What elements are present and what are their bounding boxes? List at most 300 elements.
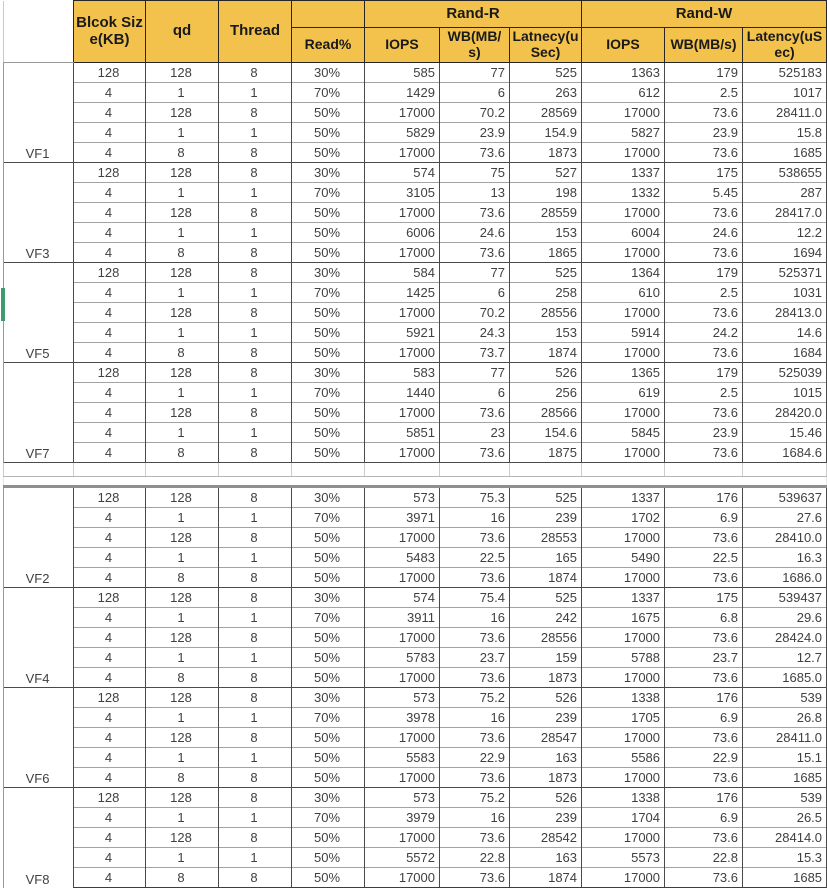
data-cell[interactable]: 22.9	[440, 748, 510, 768]
data-cell[interactable]: 1685	[743, 768, 827, 788]
data-cell[interactable]: 17000	[365, 203, 440, 223]
data-cell[interactable]: 619	[582, 383, 665, 403]
data-cell[interactable]: 4	[74, 323, 146, 343]
data-cell[interactable]: 574	[365, 163, 440, 183]
data-cell[interactable]: 525	[510, 588, 582, 608]
data-cell[interactable]: 17000	[365, 768, 440, 788]
data-cell[interactable]: 50%	[292, 123, 365, 143]
data-cell[interactable]: 26.5	[743, 808, 827, 828]
data-cell[interactable]: 17000	[365, 103, 440, 123]
data-cell[interactable]: 28542	[510, 828, 582, 848]
data-cell[interactable]: 50%	[292, 868, 365, 888]
data-cell[interactable]: 70%	[292, 383, 365, 403]
data-cell[interactable]: 4	[74, 223, 146, 243]
data-cell[interactable]: 17000	[365, 243, 440, 263]
data-cell[interactable]: 128	[146, 363, 219, 383]
data-cell[interactable]: 128	[146, 728, 219, 748]
data-cell[interactable]: 70%	[292, 708, 365, 728]
data-cell[interactable]: 1865	[510, 243, 582, 263]
data-cell[interactable]: 13	[440, 183, 510, 203]
data-cell[interactable]: 22.5	[665, 548, 743, 568]
data-cell[interactable]: 28413.0	[743, 303, 827, 323]
data-cell[interactable]: 154.9	[510, 123, 582, 143]
data-cell[interactable]: 1031	[743, 283, 827, 303]
data-cell[interactable]: 1015	[743, 383, 827, 403]
header-thread[interactable]: Thread	[219, 1, 292, 63]
vf-label-cell-vf1[interactable]: VF1	[4, 63, 74, 163]
data-cell[interactable]: 24.6	[440, 223, 510, 243]
data-cell[interactable]: 4	[74, 768, 146, 788]
data-cell[interactable]: 28411.0	[743, 103, 827, 123]
data-cell[interactable]: 5583	[365, 748, 440, 768]
data-cell[interactable]: 128	[146, 487, 219, 508]
data-cell[interactable]: 538655	[743, 163, 827, 183]
data-cell[interactable]: 17000	[582, 668, 665, 688]
data-cell[interactable]: 50%	[292, 568, 365, 588]
data-cell[interactable]: 22.8	[665, 848, 743, 868]
data-cell[interactable]: 239	[510, 808, 582, 828]
data-cell[interactable]: 1	[219, 508, 292, 528]
data-cell[interactable]: 6	[440, 383, 510, 403]
data-cell[interactable]: 1	[146, 183, 219, 203]
data-cell[interactable]: 17000	[365, 868, 440, 888]
data-cell[interactable]: 8	[219, 103, 292, 123]
data-cell[interactable]: 29.6	[743, 608, 827, 628]
data-cell[interactable]: 6.9	[665, 708, 743, 728]
data-cell[interactable]: 3105	[365, 183, 440, 203]
data-cell[interactable]: 128	[146, 203, 219, 223]
data-cell[interactable]: 1	[219, 283, 292, 303]
data-cell[interactable]: 73.7	[440, 343, 510, 363]
data-cell[interactable]: 23	[440, 423, 510, 443]
data-cell[interactable]: 8	[146, 768, 219, 788]
header-read-pct[interactable]: Read%	[292, 28, 365, 63]
data-cell[interactable]: 176	[665, 788, 743, 808]
data-cell[interactable]: 4	[74, 508, 146, 528]
data-cell[interactable]: 1	[219, 423, 292, 443]
data-cell[interactable]: 16	[440, 608, 510, 628]
data-cell[interactable]: 1	[219, 223, 292, 243]
data-cell[interactable]: 73.6	[440, 868, 510, 888]
data-cell[interactable]: 526	[510, 688, 582, 708]
data-cell[interactable]: 50%	[292, 243, 365, 263]
data-cell[interactable]: 3978	[365, 708, 440, 728]
data-cell[interactable]: 73.6	[440, 528, 510, 548]
data-cell[interactable]: 8	[219, 688, 292, 708]
data-cell[interactable]: 1365	[582, 363, 665, 383]
data-cell[interactable]: 179	[665, 363, 743, 383]
data-cell[interactable]: 70%	[292, 808, 365, 828]
data-cell[interactable]: 239	[510, 508, 582, 528]
data-cell[interactable]: 154.6	[510, 423, 582, 443]
header-block-size[interactable]: Blcok Size(KB)	[74, 1, 146, 63]
data-cell[interactable]: 128	[146, 688, 219, 708]
data-cell[interactable]: 287	[743, 183, 827, 203]
vf-label-cell-vf7[interactable]: VF7	[4, 363, 74, 463]
data-cell[interactable]: 1	[146, 323, 219, 343]
data-cell[interactable]: 50%	[292, 103, 365, 123]
data-cell[interactable]: 6006	[365, 223, 440, 243]
data-cell[interactable]: 2.5	[665, 83, 743, 103]
data-cell[interactable]: 8	[219, 728, 292, 748]
data-cell[interactable]: 2.5	[665, 383, 743, 403]
data-cell[interactable]: 17000	[582, 203, 665, 223]
data-cell[interactable]: 28420.0	[743, 403, 827, 423]
data-cell[interactable]: 8	[219, 443, 292, 463]
data-cell[interactable]: 73.6	[665, 103, 743, 123]
data-cell[interactable]: 50%	[292, 143, 365, 163]
data-cell[interactable]: 50%	[292, 403, 365, 423]
data-cell[interactable]: 4	[74, 648, 146, 668]
data-cell[interactable]: 128	[74, 588, 146, 608]
data-cell[interactable]: 24.3	[440, 323, 510, 343]
data-cell[interactable]: 17000	[365, 668, 440, 688]
data-cell[interactable]: 17000	[365, 568, 440, 588]
data-cell[interactable]: 1	[219, 748, 292, 768]
data-cell[interactable]: 73.6	[665, 443, 743, 463]
data-cell[interactable]: 612	[582, 83, 665, 103]
data-cell[interactable]: 527	[510, 163, 582, 183]
data-cell[interactable]: 4	[74, 748, 146, 768]
data-cell[interactable]: 8	[219, 768, 292, 788]
data-cell[interactable]: 50%	[292, 828, 365, 848]
data-cell[interactable]: 179	[665, 263, 743, 283]
data-cell[interactable]: 263	[510, 83, 582, 103]
header-read-spacer[interactable]	[292, 1, 365, 28]
data-cell[interactable]: 8	[219, 668, 292, 688]
data-cell[interactable]: 1873	[510, 668, 582, 688]
data-cell[interactable]: 6.9	[665, 808, 743, 828]
data-cell[interactable]: 50%	[292, 548, 365, 568]
data-cell[interactable]: 128	[146, 828, 219, 848]
data-cell[interactable]: 1425	[365, 283, 440, 303]
data-cell[interactable]: 4	[74, 303, 146, 323]
data-cell[interactable]: 1684	[743, 343, 827, 363]
data-cell[interactable]: 17000	[365, 728, 440, 748]
data-cell[interactable]: 1702	[582, 508, 665, 528]
data-cell[interactable]: 4	[74, 443, 146, 463]
data-cell[interactable]: 4	[74, 123, 146, 143]
data-cell[interactable]: 539	[743, 688, 827, 708]
empty-cell[interactable]	[219, 463, 292, 477]
data-cell[interactable]: 1	[146, 508, 219, 528]
data-cell[interactable]: 50%	[292, 728, 365, 748]
data-cell[interactable]: 8	[219, 588, 292, 608]
data-cell[interactable]: 17000	[365, 443, 440, 463]
data-cell[interactable]: 128	[146, 103, 219, 123]
data-cell[interactable]: 4	[74, 708, 146, 728]
data-cell[interactable]: 1705	[582, 708, 665, 728]
data-cell[interactable]: 5845	[582, 423, 665, 443]
data-cell[interactable]: 8	[219, 363, 292, 383]
data-cell[interactable]: 1	[219, 123, 292, 143]
data-cell[interactable]: 526	[510, 363, 582, 383]
data-cell[interactable]: 525371	[743, 263, 827, 283]
data-cell[interactable]: 50%	[292, 768, 365, 788]
data-cell[interactable]: 4	[74, 143, 146, 163]
data-cell[interactable]: 4	[74, 383, 146, 403]
data-cell[interactable]: 4	[74, 423, 146, 443]
data-cell[interactable]: 73.6	[665, 628, 743, 648]
data-cell[interactable]: 128	[146, 528, 219, 548]
data-cell[interactable]: 128	[74, 163, 146, 183]
data-cell[interactable]: 6.9	[665, 508, 743, 528]
data-cell[interactable]: 8	[219, 788, 292, 808]
data-cell[interactable]: 50%	[292, 423, 365, 443]
data-cell[interactable]: 128	[146, 628, 219, 648]
header-randr-iops[interactable]: IOPS	[365, 28, 440, 63]
data-cell[interactable]: 1874	[510, 568, 582, 588]
header-randr-latency[interactable]: Latnecy(uSec)	[510, 28, 582, 63]
data-cell[interactable]: 17000	[582, 343, 665, 363]
data-cell[interactable]: 128	[146, 303, 219, 323]
data-cell[interactable]: 1	[146, 808, 219, 828]
data-cell[interactable]: 22.9	[665, 748, 743, 768]
data-cell[interactable]: 4	[74, 183, 146, 203]
data-cell[interactable]: 1873	[510, 768, 582, 788]
data-cell[interactable]: 17000	[582, 143, 665, 163]
data-cell[interactable]: 23.9	[665, 123, 743, 143]
data-cell[interactable]: 77	[440, 263, 510, 283]
data-cell[interactable]: 17000	[582, 728, 665, 748]
data-cell[interactable]: 73.6	[440, 143, 510, 163]
data-cell[interactable]: 539437	[743, 588, 827, 608]
header-randr-wb[interactable]: WB(MB/s)	[440, 28, 510, 63]
data-cell[interactable]: 4	[74, 868, 146, 888]
data-cell[interactable]: 17000	[582, 103, 665, 123]
data-cell[interactable]: 1	[219, 323, 292, 343]
data-cell[interactable]: 1685	[743, 143, 827, 163]
data-cell[interactable]: 17000	[582, 568, 665, 588]
data-cell[interactable]: 17000	[365, 528, 440, 548]
data-cell[interactable]: 4	[74, 728, 146, 748]
data-cell[interactable]: 5586	[582, 748, 665, 768]
data-cell[interactable]: 1675	[582, 608, 665, 628]
data-cell[interactable]: 73.6	[440, 668, 510, 688]
data-cell[interactable]: 5490	[582, 548, 665, 568]
data-cell[interactable]: 1875	[510, 443, 582, 463]
data-cell[interactable]: 1	[146, 283, 219, 303]
data-cell[interactable]: 6	[440, 83, 510, 103]
data-cell[interactable]: 28559	[510, 203, 582, 223]
data-cell[interactable]: 175	[665, 588, 743, 608]
data-cell[interactable]: 4	[74, 283, 146, 303]
data-cell[interactable]: 12.2	[743, 223, 827, 243]
data-cell[interactable]: 5827	[582, 123, 665, 143]
data-cell[interactable]: 1873	[510, 143, 582, 163]
data-cell[interactable]: 28553	[510, 528, 582, 548]
data-cell[interactable]: 30%	[292, 788, 365, 808]
header-group-rand-w[interactable]: Rand-W	[582, 1, 827, 28]
data-cell[interactable]: 70.2	[440, 303, 510, 323]
data-cell[interactable]: 22.5	[440, 548, 510, 568]
data-cell[interactable]: 1	[219, 648, 292, 668]
data-cell[interactable]: 256	[510, 383, 582, 403]
data-cell[interactable]: 70.2	[440, 103, 510, 123]
data-cell[interactable]: 1685.0	[743, 668, 827, 688]
data-cell[interactable]: 3971	[365, 508, 440, 528]
data-cell[interactable]: 128	[74, 263, 146, 283]
data-cell[interactable]: 1338	[582, 688, 665, 708]
data-cell[interactable]: 1338	[582, 788, 665, 808]
data-cell[interactable]: 73.6	[665, 728, 743, 748]
data-cell[interactable]: 30%	[292, 487, 365, 508]
data-cell[interactable]: 8	[219, 628, 292, 648]
data-cell[interactable]: 176	[665, 487, 743, 508]
data-cell[interactable]: 15.3	[743, 848, 827, 868]
data-cell[interactable]: 4	[74, 608, 146, 628]
data-cell[interactable]: 128	[74, 63, 146, 83]
data-cell[interactable]: 1337	[582, 588, 665, 608]
data-cell[interactable]: 128	[74, 363, 146, 383]
vf-label-cell-vf5[interactable]: VF5	[4, 263, 74, 363]
vf-label-cell-vf2[interactable]: VF2	[4, 487, 74, 588]
data-cell[interactable]: 6.8	[665, 608, 743, 628]
data-cell[interactable]: 73.6	[665, 768, 743, 788]
data-cell[interactable]: 73.6	[440, 203, 510, 223]
data-cell[interactable]: 30%	[292, 263, 365, 283]
data-cell[interactable]: 8	[219, 63, 292, 83]
data-cell[interactable]: 4	[74, 808, 146, 828]
empty-cell[interactable]	[292, 463, 365, 477]
data-cell[interactable]: 1	[146, 223, 219, 243]
data-cell[interactable]: 24.6	[665, 223, 743, 243]
header-randw-iops[interactable]: IOPS	[582, 28, 665, 63]
data-cell[interactable]: 585	[365, 63, 440, 83]
data-cell[interactable]: 8	[146, 868, 219, 888]
data-cell[interactable]: 573	[365, 688, 440, 708]
data-cell[interactable]: 165	[510, 548, 582, 568]
corner-cell[interactable]	[4, 1, 74, 63]
data-cell[interactable]: 8	[146, 143, 219, 163]
data-cell[interactable]: 73.6	[440, 728, 510, 748]
data-cell[interactable]: 24.2	[665, 323, 743, 343]
empty-cell[interactable]	[74, 463, 146, 477]
data-cell[interactable]: 28556	[510, 303, 582, 323]
data-cell[interactable]: 5483	[365, 548, 440, 568]
data-cell[interactable]: 583	[365, 363, 440, 383]
data-cell[interactable]: 17000	[582, 528, 665, 548]
data-cell[interactable]: 15.46	[743, 423, 827, 443]
data-cell[interactable]: 73.6	[665, 828, 743, 848]
data-cell[interactable]: 573	[365, 788, 440, 808]
data-cell[interactable]: 539637	[743, 487, 827, 508]
data-cell[interactable]: 17000	[582, 403, 665, 423]
data-cell[interactable]: 17000	[582, 243, 665, 263]
data-cell[interactable]: 17000	[365, 143, 440, 163]
data-cell[interactable]: 16	[440, 508, 510, 528]
data-cell[interactable]: 128	[74, 688, 146, 708]
data-cell[interactable]: 50%	[292, 528, 365, 548]
data-cell[interactable]: 4	[74, 343, 146, 363]
data-cell[interactable]: 8	[219, 203, 292, 223]
data-cell[interactable]: 128	[146, 588, 219, 608]
data-cell[interactable]: 27.6	[743, 508, 827, 528]
data-cell[interactable]: 1	[146, 708, 219, 728]
data-cell[interactable]: 77	[440, 363, 510, 383]
data-cell[interactable]: 4	[74, 668, 146, 688]
data-cell[interactable]: 17000	[582, 628, 665, 648]
data-cell[interactable]: 128	[74, 487, 146, 508]
data-cell[interactable]: 6004	[582, 223, 665, 243]
data-cell[interactable]: 153	[510, 323, 582, 343]
data-cell[interactable]: 17000	[365, 403, 440, 423]
data-cell[interactable]: 15.1	[743, 748, 827, 768]
data-cell[interactable]: 4	[74, 243, 146, 263]
data-cell[interactable]: 17000	[582, 828, 665, 848]
header-qd[interactable]: qd	[146, 1, 219, 63]
data-cell[interactable]: 8	[219, 487, 292, 508]
data-cell[interactable]: 73.6	[665, 528, 743, 548]
data-cell[interactable]: 8	[219, 568, 292, 588]
data-cell[interactable]: 8	[146, 243, 219, 263]
data-cell[interactable]: 8	[219, 243, 292, 263]
data-cell[interactable]: 128	[146, 788, 219, 808]
data-cell[interactable]: 26.8	[743, 708, 827, 728]
data-cell[interactable]: 1	[146, 423, 219, 443]
data-cell[interactable]: 4	[74, 568, 146, 588]
data-cell[interactable]: 17000	[365, 343, 440, 363]
data-cell[interactable]: 4	[74, 83, 146, 103]
data-cell[interactable]: 30%	[292, 163, 365, 183]
data-cell[interactable]: 50%	[292, 203, 365, 223]
data-cell[interactable]: 28414.0	[743, 828, 827, 848]
data-cell[interactable]: 1	[146, 848, 219, 868]
vf-label-cell-vf8[interactable]: VF8	[4, 788, 74, 888]
header-group-rand-r[interactable]: Rand-R	[365, 1, 582, 28]
data-cell[interactable]: 75	[440, 163, 510, 183]
data-cell[interactable]: 17000	[582, 303, 665, 323]
data-cell[interactable]: 1694	[743, 243, 827, 263]
data-cell[interactable]: 176	[665, 688, 743, 708]
empty-cell[interactable]	[743, 463, 827, 477]
data-cell[interactable]: 128	[146, 63, 219, 83]
data-cell[interactable]: 73.6	[440, 243, 510, 263]
data-cell[interactable]: 1429	[365, 83, 440, 103]
data-cell[interactable]: 30%	[292, 363, 365, 383]
data-cell[interactable]: 179	[665, 63, 743, 83]
data-cell[interactable]: 50%	[292, 343, 365, 363]
data-cell[interactable]: 73.6	[440, 403, 510, 423]
data-cell[interactable]: 15.8	[743, 123, 827, 143]
empty-cell[interactable]	[4, 463, 74, 477]
data-cell[interactable]: 4	[74, 528, 146, 548]
data-cell[interactable]: 23.7	[665, 648, 743, 668]
data-cell[interactable]: 258	[510, 283, 582, 303]
data-cell[interactable]: 28410.0	[743, 528, 827, 548]
data-cell[interactable]: 73.6	[665, 568, 743, 588]
data-cell[interactable]: 8	[219, 868, 292, 888]
data-cell[interactable]: 30%	[292, 63, 365, 83]
data-cell[interactable]: 8	[219, 303, 292, 323]
data-cell[interactable]: 1017	[743, 83, 827, 103]
data-cell[interactable]: 50%	[292, 848, 365, 868]
data-cell[interactable]: 73.6	[665, 203, 743, 223]
data-cell[interactable]: 30%	[292, 588, 365, 608]
data-cell[interactable]: 16.3	[743, 548, 827, 568]
data-cell[interactable]: 5573	[582, 848, 665, 868]
data-cell[interactable]: 159	[510, 648, 582, 668]
data-cell[interactable]: 17000	[582, 443, 665, 463]
data-cell[interactable]: 4	[74, 548, 146, 568]
empty-cell[interactable]	[510, 463, 582, 477]
data-cell[interactable]: 50%	[292, 748, 365, 768]
data-cell[interactable]: 1	[146, 548, 219, 568]
data-cell[interactable]: 75.2	[440, 688, 510, 708]
data-cell[interactable]: 16	[440, 708, 510, 728]
data-cell[interactable]: 8	[146, 668, 219, 688]
data-cell[interactable]: 16	[440, 808, 510, 828]
